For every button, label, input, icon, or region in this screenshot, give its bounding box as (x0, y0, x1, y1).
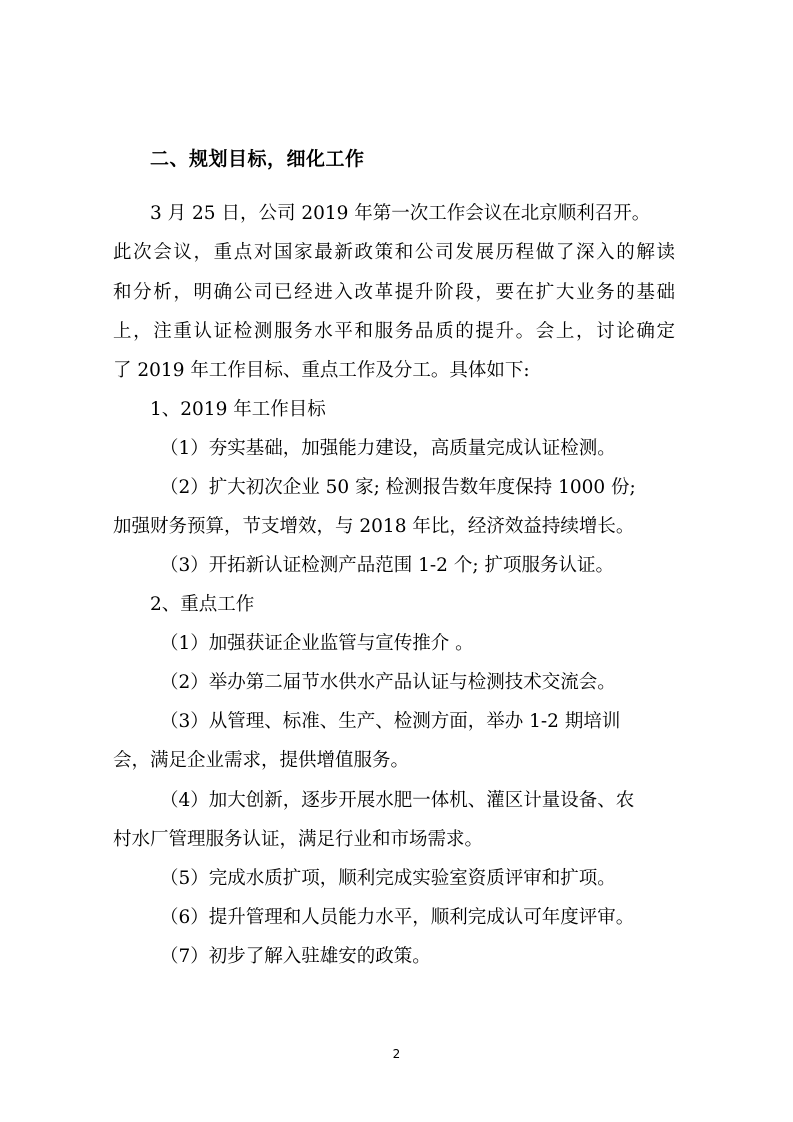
page-number: 2 (392, 1047, 401, 1061)
intro-line-4: 上，注重认证检测服务水平和服务品质的提升。会上，讨论确定 (113, 321, 675, 342)
key-work-item-2: （2）举办第二届节水供水产品认证与检测技术交流会。 (160, 672, 616, 693)
key-work-item-3-line-2: 会，满足企业需求，提供增值服务。 (113, 750, 410, 771)
intro-line-3: 和分析，明确公司已经进入改革提升阶段，要在扩大业务的基础 (113, 282, 675, 303)
key-work-item-4-line-2: 村水厂管理服务认证，满足行业和市场需求。 (113, 829, 484, 850)
key-work-item-1: （1）加强获证企业监管与宣传推介 。 (160, 633, 474, 654)
goal-item-3: （3）开拓新认证检测产品范围 1-2 个; 扩项服务认证。 (160, 555, 614, 576)
key-work-heading: 2、重点工作 (150, 594, 255, 615)
section-heading: 二、规划目标，细化工作 (150, 148, 365, 170)
intro-line-1: 3 月 25 日，公司 2019 年第一次工作会议在北京顺利召开。 (150, 203, 651, 224)
key-work-item-3-line-1: （3）从管理、标准、生产、检测方面，举办 1-2 期培训 (160, 711, 621, 732)
key-work-item-6: （6）提升管理和人员能力水平，顺利完成认可年度评审。 (160, 907, 635, 928)
goals-heading: 1、2019 年工作目标 (150, 399, 326, 420)
key-work-item-4-line-1: （4）加大创新，逐步开展水肥一体机、灌区计量设备、农 (160, 790, 635, 811)
goal-item-1: （1）夯实基础，加强能力建设，高质量完成认证检测。 (160, 438, 616, 459)
goal-item-2-line-1: （2）扩大初次企业 50 家; 检测报告数年度保持 1000 份; (160, 477, 636, 498)
goal-item-2-line-2: 加强财务预算，节支增效，与 2018 年比，经济效益持续增长。 (113, 516, 635, 537)
key-work-item-7: （7）初步了解入驻雄安的政策。 (160, 946, 431, 967)
intro-line-2: 此次会议，重点对国家最新政策和公司发展历程做了深入的解读 (113, 242, 675, 263)
key-work-item-5: （5）完成水质扩项，顺利完成实验室资质评审和扩项。 (160, 868, 616, 889)
intro-line-5: 了 2019 年工作目标、重点工作及分工。具体如下: (113, 360, 530, 381)
